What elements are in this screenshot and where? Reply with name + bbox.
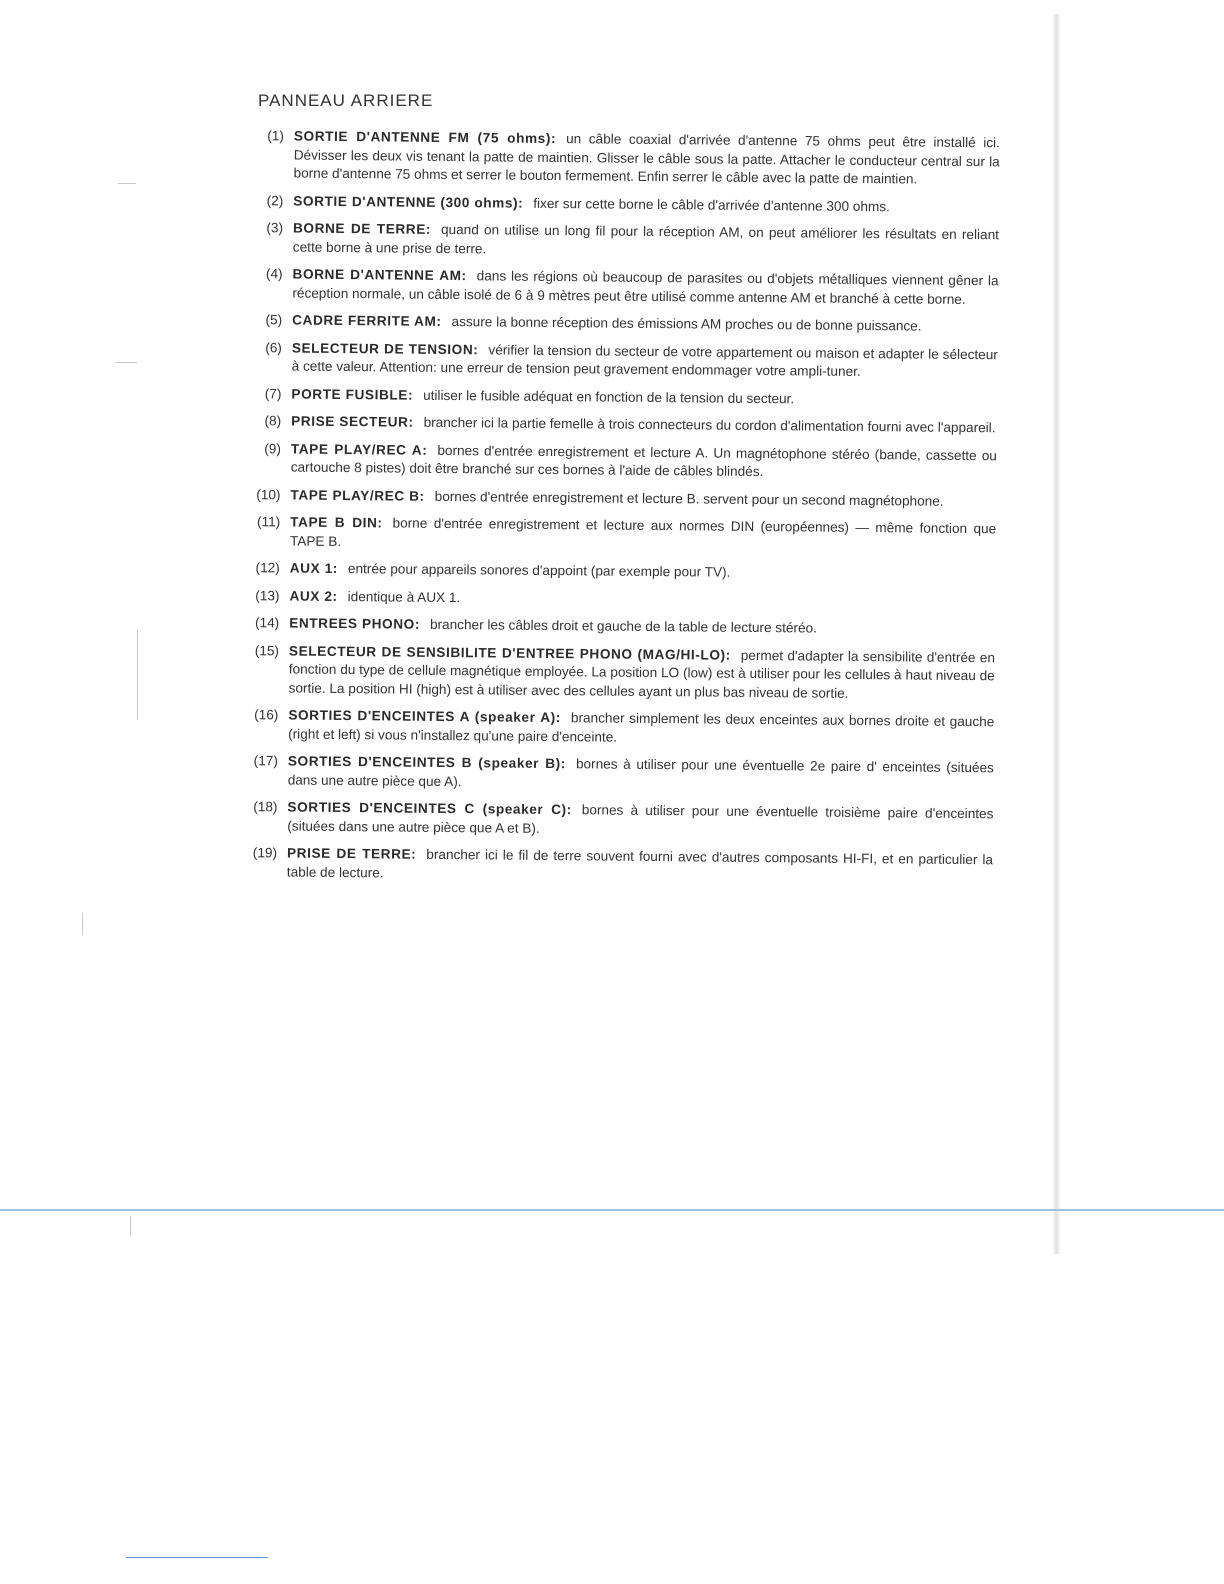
item-description: un câble coaxial d'arrivée d'antenne 75 ohms peut être installé ici. Dévisser les deux vis tenant la patte de maintien. Glisser le câble sous la patte. Attacher le conducteur central sur la borne d'antenne 75 ohms et serrer le bouton fermement. Enfin serrer le câble avec la patte de maintien.	[293, 131, 1000, 187]
scan-margin-mark	[130, 1216, 131, 1236]
item-description: dans les régions où beaucoup de parasites ou d'objets métalliques viennent gêner la réception normale, un câble isolé de 6 à 9 mètres peut être utilisé comme antenne AM et branché à cette borne.	[292, 268, 999, 307]
list-item	[236, 513, 996, 557]
item-description: fixer sur cette borne le câble d'arrivée d'antenne 300 ohms.	[533, 195, 890, 214]
scan-margin-mark	[137, 630, 138, 720]
scan-margin-mark	[118, 183, 136, 184]
item-content	[293, 220, 999, 264]
item-description: identique à AUX 1.	[347, 588, 461, 605]
scan-fold-line	[0, 1209, 1224, 1211]
item-content	[288, 706, 994, 750]
item-number: (9)	[264, 440, 281, 456]
item-content	[291, 413, 997, 438]
item-content	[292, 266, 998, 310]
item-description: bornes à utiliser pour une éventuelle 2e paire d' enceintes (situées dans une autre pièce que A).	[287, 756, 994, 789]
item-content	[293, 128, 1000, 190]
item-content	[287, 844, 993, 888]
item-term: TAPE PLAY/REC B:	[290, 487, 425, 504]
item-number: (13)	[255, 587, 280, 603]
item-term: SELECTEUR DE TENSION:	[291, 340, 479, 357]
item-number: (1)	[267, 128, 284, 144]
scan-page-edge	[1052, 14, 1061, 1254]
item-number: (5)	[265, 312, 283, 328]
item-term: CADRE FERRITE AM:	[292, 312, 442, 329]
item-content	[292, 339, 998, 383]
item-number: (4)	[265, 266, 283, 282]
item-number: (12)	[255, 560, 280, 576]
item-number: (8)	[264, 413, 282, 429]
item-description: quand on utilise un long fil pour la réception AM, on peut améliorer les résultats en reliant cette borne à une prise de terre.	[292, 221, 1000, 256]
item-term: AUX 1:	[289, 560, 339, 576]
item-description: utiliser le fusible adéquat en fonction de la tension du secteur.	[423, 387, 795, 406]
list-item	[234, 752, 994, 796]
list-item	[235, 614, 995, 640]
item-number: (3)	[266, 220, 284, 236]
list-item	[237, 412, 997, 438]
list-item	[237, 439, 997, 483]
item-content	[291, 440, 997, 484]
item-term: SORTIE D'ANTENNE (300 ohms):	[293, 193, 524, 211]
list-item	[238, 311, 998, 337]
item-content	[289, 614, 995, 639]
rear-panel-item-list	[233, 127, 1000, 897]
item-term: BORNE DE TERRE:	[292, 220, 432, 237]
list-item	[238, 265, 998, 309]
item-description: bornes d'entrée enregistrement et lecture B. servent pour un second magnétophone.	[434, 488, 944, 509]
item-description: brancher les câbles droit et gauche de la table de lecture stéréo.	[429, 616, 817, 636]
item-number: (15)	[254, 642, 280, 658]
item-description: brancher simplement les deux enceintes aux bornes droite et gauche (right et left) si vous n'installez qu'une paire d'enceinte.	[288, 710, 995, 745]
list-item	[235, 586, 995, 612]
item-term: SELECTEUR DE SENSIBILITE D'ENTREE PHONO (MAG/HI-LO):	[288, 642, 731, 663]
list-item	[237, 384, 997, 410]
item-term: TAPE PLAY/REC A:	[290, 441, 428, 458]
item-content	[290, 486, 996, 511]
item-number: (6)	[265, 339, 282, 355]
item-content	[289, 587, 995, 612]
item-term: SORTIES D'ENCEINTES C (speaker C):	[287, 799, 572, 818]
item-description: bornes d'entrée enregistrement et lecture A. Un magnétophone stéréo (bande, cassette ou cartouche 8 pistes) doit être branché sur ces bornes à l'aide de câbles blindés.	[290, 442, 997, 480]
item-content	[291, 385, 997, 410]
item-content	[290, 559, 996, 584]
list-item	[239, 127, 999, 190]
item-number: (16)	[254, 707, 279, 723]
item-term: PRISE SECTEUR:	[291, 413, 414, 430]
list-item	[239, 191, 999, 217]
list-item	[238, 338, 998, 382]
item-description: permet d'adapter la sensibilite d'entrée en fonction du type de cellule magnétique employée. La position LO (low) est à utiliser pour les cellules à haut niveau de sortie. La position HI (high) est à utiliser avec des cellules ayant un plus bas niveau de sortie.	[288, 647, 996, 701]
item-number: (7)	[264, 385, 282, 401]
item-term: PORTE FUSIBLE:	[291, 386, 414, 403]
list-item	[233, 798, 993, 842]
item-description: entrée pour appareils sonores d'appoint (par exemple pour TV).	[347, 561, 731, 580]
item-content	[292, 312, 998, 337]
list-item	[235, 641, 995, 704]
list-item	[236, 559, 996, 585]
item-description: vérifier la tension du secteur de votre appartement ou maison et adapter le sélecteur à cette valeur. Attention: une erreur de tension peut gravement endommager votre ampli-tuner.	[291, 341, 998, 379]
page-title: PANNEAU ARRIERE	[258, 91, 434, 110]
item-number: (14)	[254, 615, 280, 631]
item-content	[288, 752, 994, 796]
item-term: SORTIE D'ANTENNE FM (75 ohms):	[293, 128, 557, 147]
item-description: assure la bonne réception des émissions AM proches ou de bonne puissance.	[451, 314, 922, 334]
item-content	[287, 798, 993, 842]
item-number: (19)	[252, 845, 278, 861]
item-content	[290, 514, 996, 558]
item-term: PRISE DE TERRE:	[286, 845, 417, 862]
list-item	[233, 844, 993, 888]
item-number: (11)	[256, 514, 281, 530]
item-term: TAPE B DIN:	[290, 514, 383, 531]
item-number: (18)	[253, 799, 278, 815]
item-content	[293, 192, 999, 217]
item-description: borne d'entrée enregistrement et lecture aux normes DIN (européennes) — même fonction que TAPE B.	[289, 515, 997, 549]
scan-margin-mark	[115, 362, 137, 363]
item-description: brancher ici la partie femelle à trois connecteurs du cordon d'alimentation fourni avec l'appareil.	[423, 414, 996, 436]
item-term: AUX 2:	[289, 587, 338, 604]
item-term: SORTIES D'ENCEINTES A (speaker A):	[288, 707, 562, 726]
item-term: BORNE D'ANTENNE AM:	[292, 266, 467, 284]
item-term: ENTREES PHONO:	[289, 615, 421, 632]
list-item	[236, 485, 996, 511]
item-number: (2)	[266, 192, 284, 208]
list-item	[234, 706, 994, 750]
item-content	[289, 642, 996, 704]
list-item	[239, 219, 999, 263]
item-description: bornes à utiliser pour une éventuelle troisième paire d'enceintes (situées dans une autre pièce que A et B).	[287, 802, 994, 836]
scan-bottom-mark	[126, 1557, 268, 1558]
item-description: brancher ici le fil de terre souvent fourni avec d'autres composants HI-FI, et en particulier la table de lecture.	[286, 846, 994, 880]
item-number: (10)	[256, 486, 281, 502]
item-term: SORTIES D'ENCEINTES B (speaker B):	[287, 753, 567, 772]
item-number: (17)	[253, 753, 278, 769]
scan-margin-mark	[82, 913, 83, 935]
